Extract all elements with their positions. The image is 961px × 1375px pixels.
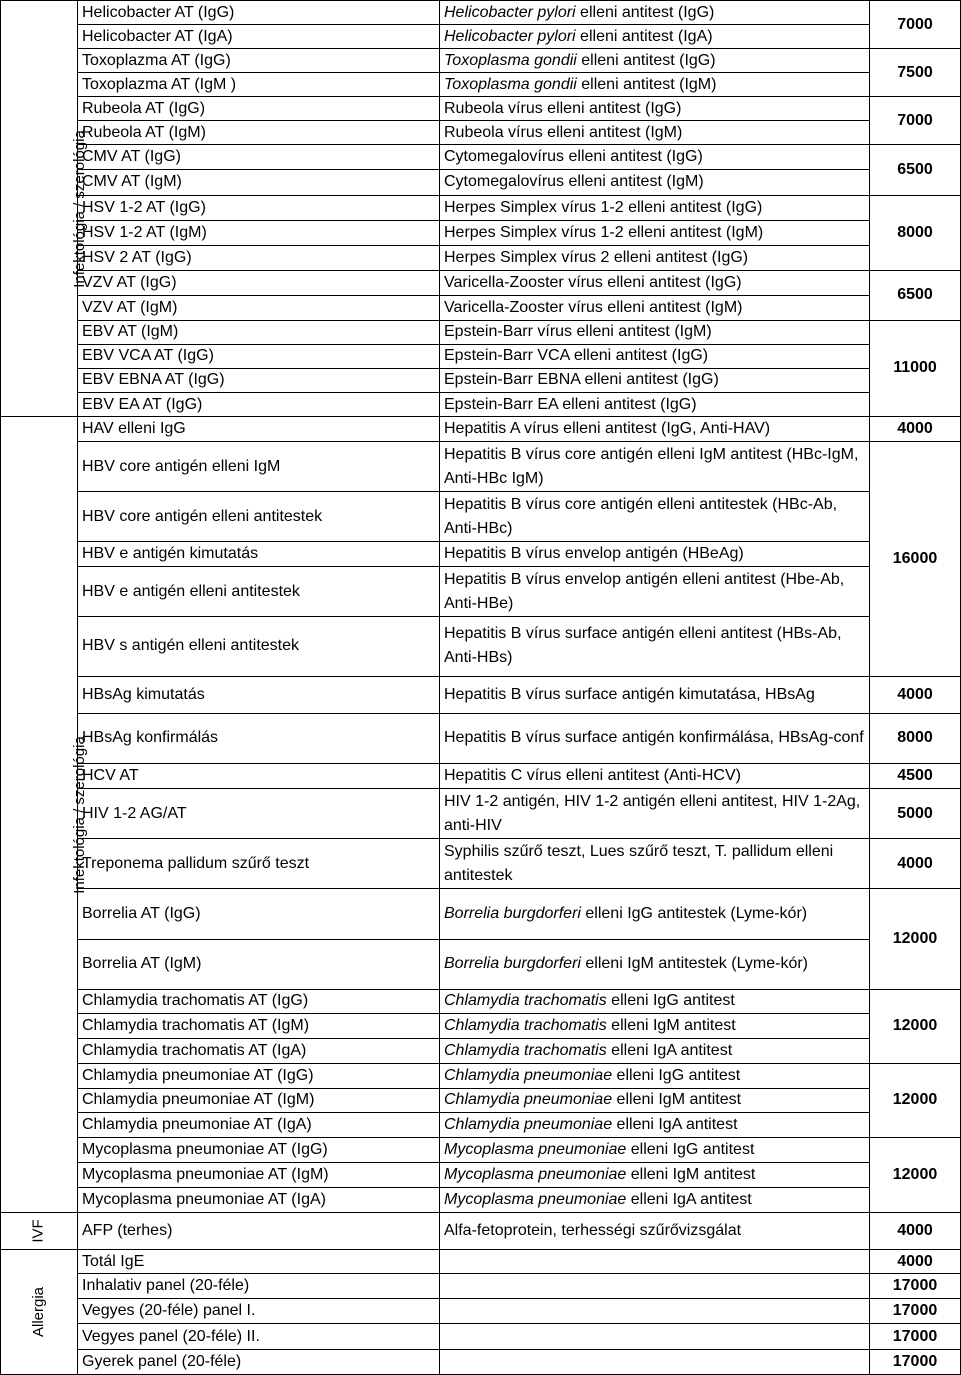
table-row [1, 49, 961, 73]
table-row [1, 1013, 961, 1038]
table-row [1, 368, 961, 392]
price: 8000 [870, 713, 961, 763]
test-name: HAV elleni IgG [78, 417, 440, 442]
table-row [1, 939, 961, 989]
table-row [1, 1250, 961, 1274]
table-row [1, 170, 961, 195]
test-name: Chlamydia pneumoniae AT (IgM) [78, 1088, 440, 1112]
table-row [1, 1163, 961, 1188]
test-name: HSV 1-2 AT (IgG) [78, 195, 440, 220]
test-name: HCV AT [78, 764, 440, 789]
test-name: Treponema pallidum szűrő teszt [78, 839, 440, 889]
test-description: Varicella-Zooster vírus elleni antitest (IgM) [440, 295, 870, 320]
test-description: Rubeola vírus elleni antitest (IgM) [440, 121, 870, 145]
test-description: Cytomegalovírus elleni antitest (IgM) [440, 170, 870, 195]
test-description: Hepatitis B vírus surface antigén konfirmálása, HBsAg-conf [440, 713, 870, 763]
table-row [1, 295, 961, 320]
test-name: EBV EA AT (IgG) [78, 393, 440, 417]
test-description: Rubeola vírus elleni antitest (IgG) [440, 97, 870, 121]
test-name: VZV AT (IgM) [78, 295, 440, 320]
price: 16000 [870, 442, 961, 677]
test-description: Mycoplasma pneumoniae elleni IgA antitest [440, 1188, 870, 1213]
test-description: Chlamydia pneumoniae elleni IgG antitest [440, 1063, 870, 1088]
test-description: Herpes Simplex vírus 1-2 elleni antitest (IgG) [440, 195, 870, 220]
test-name: Chlamydia pneumoniae AT (IgA) [78, 1112, 440, 1137]
test-name: Toxoplazma AT (IgG) [78, 49, 440, 73]
test-description: Mycoplasma pneumoniae elleni IgM antitest [440, 1163, 870, 1188]
price: 11000 [870, 320, 961, 416]
test-description: Hepatitis A vírus elleni antitest (IgG, Anti-HAV) [440, 417, 870, 442]
price: 4000 [870, 839, 961, 889]
test-name: HSV 2 AT (IgG) [78, 245, 440, 270]
table-row [1, 1063, 961, 1088]
test-name: Chlamydia trachomatis AT (IgG) [78, 989, 440, 1013]
test-description: Hepatitis C vírus elleni antitest (Anti-HCV) [440, 764, 870, 789]
table-row [1, 839, 961, 889]
table-row [1, 145, 961, 170]
test-name: Totál IgE [78, 1250, 440, 1274]
test-description [440, 1349, 870, 1374]
table-row [1, 442, 961, 492]
test-name: Rubeola AT (IgM) [78, 121, 440, 145]
price: 12000 [870, 889, 961, 989]
table-row [1, 220, 961, 245]
test-name: Mycoplasma pneumoniae AT (IgG) [78, 1138, 440, 1163]
test-name: Borrelia AT (IgG) [78, 889, 440, 939]
table-row [1, 1, 961, 25]
table-row [1, 616, 961, 676]
test-description: Borrelia burgdorferi elleni IgM antitestek (Lyme-kór) [440, 939, 870, 989]
test-description: Syphilis szűrő teszt, Lues szűrő teszt, T. pallidum elleni antitestek [440, 839, 870, 889]
test-description: Chlamydia pneumoniae elleni IgM antitest [440, 1088, 870, 1112]
price: 7500 [870, 49, 961, 97]
test-name: Gyerek panel (20-féle) [78, 1349, 440, 1374]
test-description: Helicobacter pylori elleni antitest (IgA) [440, 25, 870, 49]
category-ivf: IVF [1, 1213, 78, 1250]
test-name: HSV 1-2 AT (IgM) [78, 220, 440, 245]
table-row [1, 889, 961, 939]
price: 17000 [870, 1349, 961, 1374]
test-description: Helicobacter pylori elleni antitest (IgG) [440, 1, 870, 25]
test-name: Vegyes (20-féle) panel I. [78, 1299, 440, 1324]
test-name: EBV EBNA AT (IgG) [78, 368, 440, 392]
test-description: HIV 1-2 antigén, HIV 1-2 antigén elleni antitest, HIV 1-2Ag, anti-HIV [440, 789, 870, 839]
table-row [1, 989, 961, 1013]
test-name: Chlamydia trachomatis AT (IgM) [78, 1013, 440, 1038]
test-name: HBV core antigén elleni IgM [78, 442, 440, 492]
test-description [440, 1299, 870, 1324]
table-row [1, 1188, 961, 1213]
test-description: Toxoplasma gondii elleni antitest (IgM) [440, 73, 870, 97]
table-row [1, 567, 961, 616]
price: 17000 [870, 1299, 961, 1324]
table-row [1, 73, 961, 97]
table-row [1, 97, 961, 121]
test-description: Cytomegalovírus elleni antitest (IgG) [440, 145, 870, 170]
table-row [1, 25, 961, 49]
price: 4000 [870, 1250, 961, 1274]
test-name: EBV AT (IgM) [78, 320, 440, 344]
test-description: Hepatitis B vírus envelop antigén (HBeAg) [440, 542, 870, 567]
test-description: Varicella-Zooster vírus elleni antitest (IgG) [440, 270, 870, 295]
test-name: Toxoplazma AT (IgM ) [78, 73, 440, 97]
price: 4000 [870, 417, 961, 442]
table-row [1, 492, 961, 542]
test-description: Herpes Simplex vírus 1-2 elleni antitest (IgM) [440, 220, 870, 245]
test-description: Hepatitis B vírus surface antigén elleni antitest (HBs-Ab, Anti-HBs) [440, 616, 870, 676]
test-name: Vegyes panel (20-féle) II. [78, 1324, 440, 1349]
table-row [1, 245, 961, 270]
test-name: Mycoplasma pneumoniae AT (IgA) [78, 1188, 440, 1213]
table-row [1, 344, 961, 368]
test-description: Chlamydia trachomatis elleni IgA antitest [440, 1038, 870, 1063]
price: 4500 [870, 764, 961, 789]
table-row [1, 417, 961, 442]
test-name: Chlamydia pneumoniae AT (IgG) [78, 1063, 440, 1088]
test-description: Herpes Simplex vírus 2 elleni antitest (IgG) [440, 245, 870, 270]
test-name: Borrelia AT (IgM) [78, 939, 440, 989]
test-description: Chlamydia pneumoniae elleni IgA antitest [440, 1112, 870, 1137]
test-name: HIV 1-2 AG/AT [78, 789, 440, 839]
price: 12000 [870, 1063, 961, 1137]
table-row [1, 676, 961, 713]
category-infektologia-1: Infektológia / szerológia [1, 1, 78, 417]
test-description: Toxoplasma gondii elleni antitest (IgG) [440, 49, 870, 73]
table-row [1, 1088, 961, 1112]
test-description: Epstein-Barr VCA elleni antitest (IgG) [440, 344, 870, 368]
test-name: EBV VCA AT (IgG) [78, 344, 440, 368]
table-row [1, 1274, 961, 1299]
price: 7000 [870, 97, 961, 145]
table-row [1, 393, 961, 417]
price: 5000 [870, 789, 961, 839]
test-description: Chlamydia trachomatis elleni IgM antitest [440, 1013, 870, 1038]
test-name: Mycoplasma pneumoniae AT (IgM) [78, 1163, 440, 1188]
test-name: Chlamydia trachomatis AT (IgA) [78, 1038, 440, 1063]
table-row [1, 764, 961, 789]
test-name: HBV e antigén elleni antitestek [78, 567, 440, 616]
test-description [440, 1324, 870, 1349]
test-description: Epstein-Barr EA elleni antitest (IgG) [440, 393, 870, 417]
price: 4000 [870, 1213, 961, 1250]
table-row [1, 713, 961, 763]
table-row [1, 1213, 961, 1250]
test-name: Helicobacter AT (IgA) [78, 25, 440, 49]
price: 17000 [870, 1274, 961, 1299]
test-description [440, 1274, 870, 1299]
test-name: HBsAg kimutatás [78, 676, 440, 713]
price: 4000 [870, 676, 961, 713]
test-name: HBV core antigén elleni antitestek [78, 492, 440, 542]
table-row [1, 1349, 961, 1374]
test-name: AFP (terhes) [78, 1213, 440, 1250]
test-description: Mycoplasma pneumoniae elleni IgG antitest [440, 1138, 870, 1163]
price: 17000 [870, 1324, 961, 1349]
price: 6500 [870, 145, 961, 195]
test-description: Chlamydia trachomatis elleni IgG antitest [440, 989, 870, 1013]
test-description [440, 1250, 870, 1274]
table-row [1, 1138, 961, 1163]
table-row [1, 1038, 961, 1063]
category-allergia: Allergia [1, 1250, 78, 1375]
test-description: Epstein-Barr EBNA elleni antitest (IgG) [440, 368, 870, 392]
table-row [1, 1112, 961, 1137]
table-row [1, 121, 961, 145]
test-name: HBV s antigén elleni antitestek [78, 616, 440, 676]
test-name: HBsAg konfirmálás [78, 713, 440, 763]
test-name: Helicobacter AT (IgG) [78, 1, 440, 25]
table-row [1, 1299, 961, 1324]
price: 8000 [870, 195, 961, 270]
test-name: HBV e antigén kimutatás [78, 542, 440, 567]
test-name: CMV AT (IgG) [78, 145, 440, 170]
test-description: Borrelia burgdorferi elleni IgG antitestek (Lyme-kór) [440, 889, 870, 939]
table-row [1, 270, 961, 295]
table-row [1, 195, 961, 220]
price: 12000 [870, 1138, 961, 1213]
table-row [1, 1324, 961, 1349]
test-name: VZV AT (IgG) [78, 270, 440, 295]
price: 7000 [870, 1, 961, 49]
category-infektologia-2: Infektológia / szerológia [1, 417, 78, 1213]
test-description: Hepatitis B vírus core antigén elleni IgM antitest (HBc-IgM, Anti-HBc IgM) [440, 442, 870, 492]
test-description: Hepatitis B vírus envelop antigén elleni antitest (Hbe-Ab, Anti-HBe) [440, 567, 870, 616]
price: 12000 [870, 989, 961, 1063]
test-name: CMV AT (IgM) [78, 170, 440, 195]
price: 6500 [870, 270, 961, 320]
test-description: Alfa-fetoprotein, terhességi szűrővizsgálat [440, 1213, 870, 1250]
test-name: Inhalativ panel (20-féle) [78, 1274, 440, 1299]
test-name: Rubeola AT (IgG) [78, 97, 440, 121]
table-row [1, 320, 961, 344]
table-row [1, 542, 961, 567]
test-description: Epstein-Barr vírus elleni antitest (IgM) [440, 320, 870, 344]
table-row [1, 789, 961, 839]
test-description: Hepatitis B vírus surface antigén kimutatása, HBsAg [440, 676, 870, 713]
test-description: Hepatitis B vírus core antigén elleni antitestek (HBc-Ab, Anti-HBc) [440, 492, 870, 542]
